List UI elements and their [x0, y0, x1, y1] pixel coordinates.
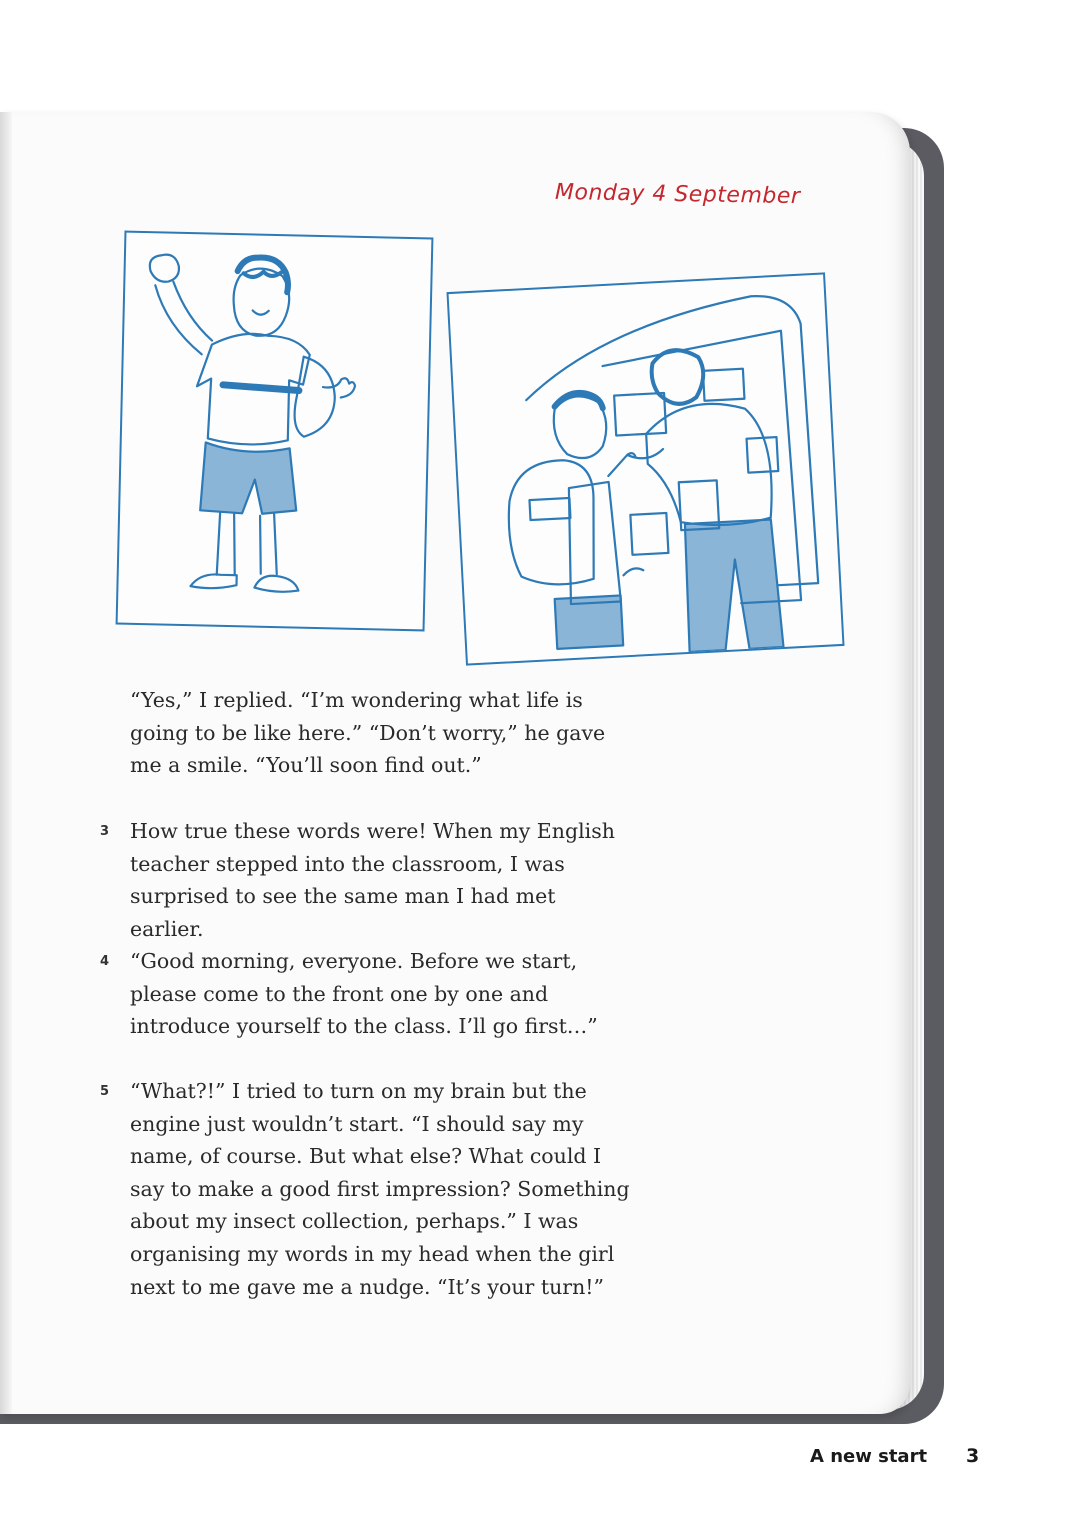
- page-number: 3: [966, 1445, 980, 1467]
- illustration-notice-board: [446, 272, 844, 665]
- paragraph-number-3: 3: [100, 824, 110, 839]
- illustration-boy-waving: [116, 231, 434, 632]
- paragraph-number-5: 5: [100, 1084, 110, 1099]
- chapter-title: A new start: [810, 1446, 928, 1467]
- paragraph-number-4: 4: [100, 954, 110, 969]
- paragraph-5: “What?!” I tried to turn on my brain but the engine just wouldn’t start. “I should say my name, of course. But what else? What could I say to make a good first impression? Something about my insect collection, perhaps.” I was organising my words in my head when the girl next to me gave me a nudge. “It’s your turn!”: [130, 1079, 630, 1299]
- paragraph-3: How true these words were! When my English teacher stepped into the classroom, I was surprised to see the same man I had met earlier.: [130, 819, 615, 941]
- diary-date: Monday 4 September: [554, 179, 801, 210]
- paragraph-2: “Yes,” I replied. “I’m wondering what life is going to be like here.” “Don’t worry,” he gave me a smile. “You’ll soon find out.”: [130, 688, 606, 778]
- paragraph-4: “Good morning, everyone. Before we start, please come to the front one by one and introduce yourself to the class. I’ll go first…”: [130, 949, 598, 1039]
- boy-waving-drawing: [118, 233, 432, 630]
- notice-board-drawing: [449, 274, 843, 663]
